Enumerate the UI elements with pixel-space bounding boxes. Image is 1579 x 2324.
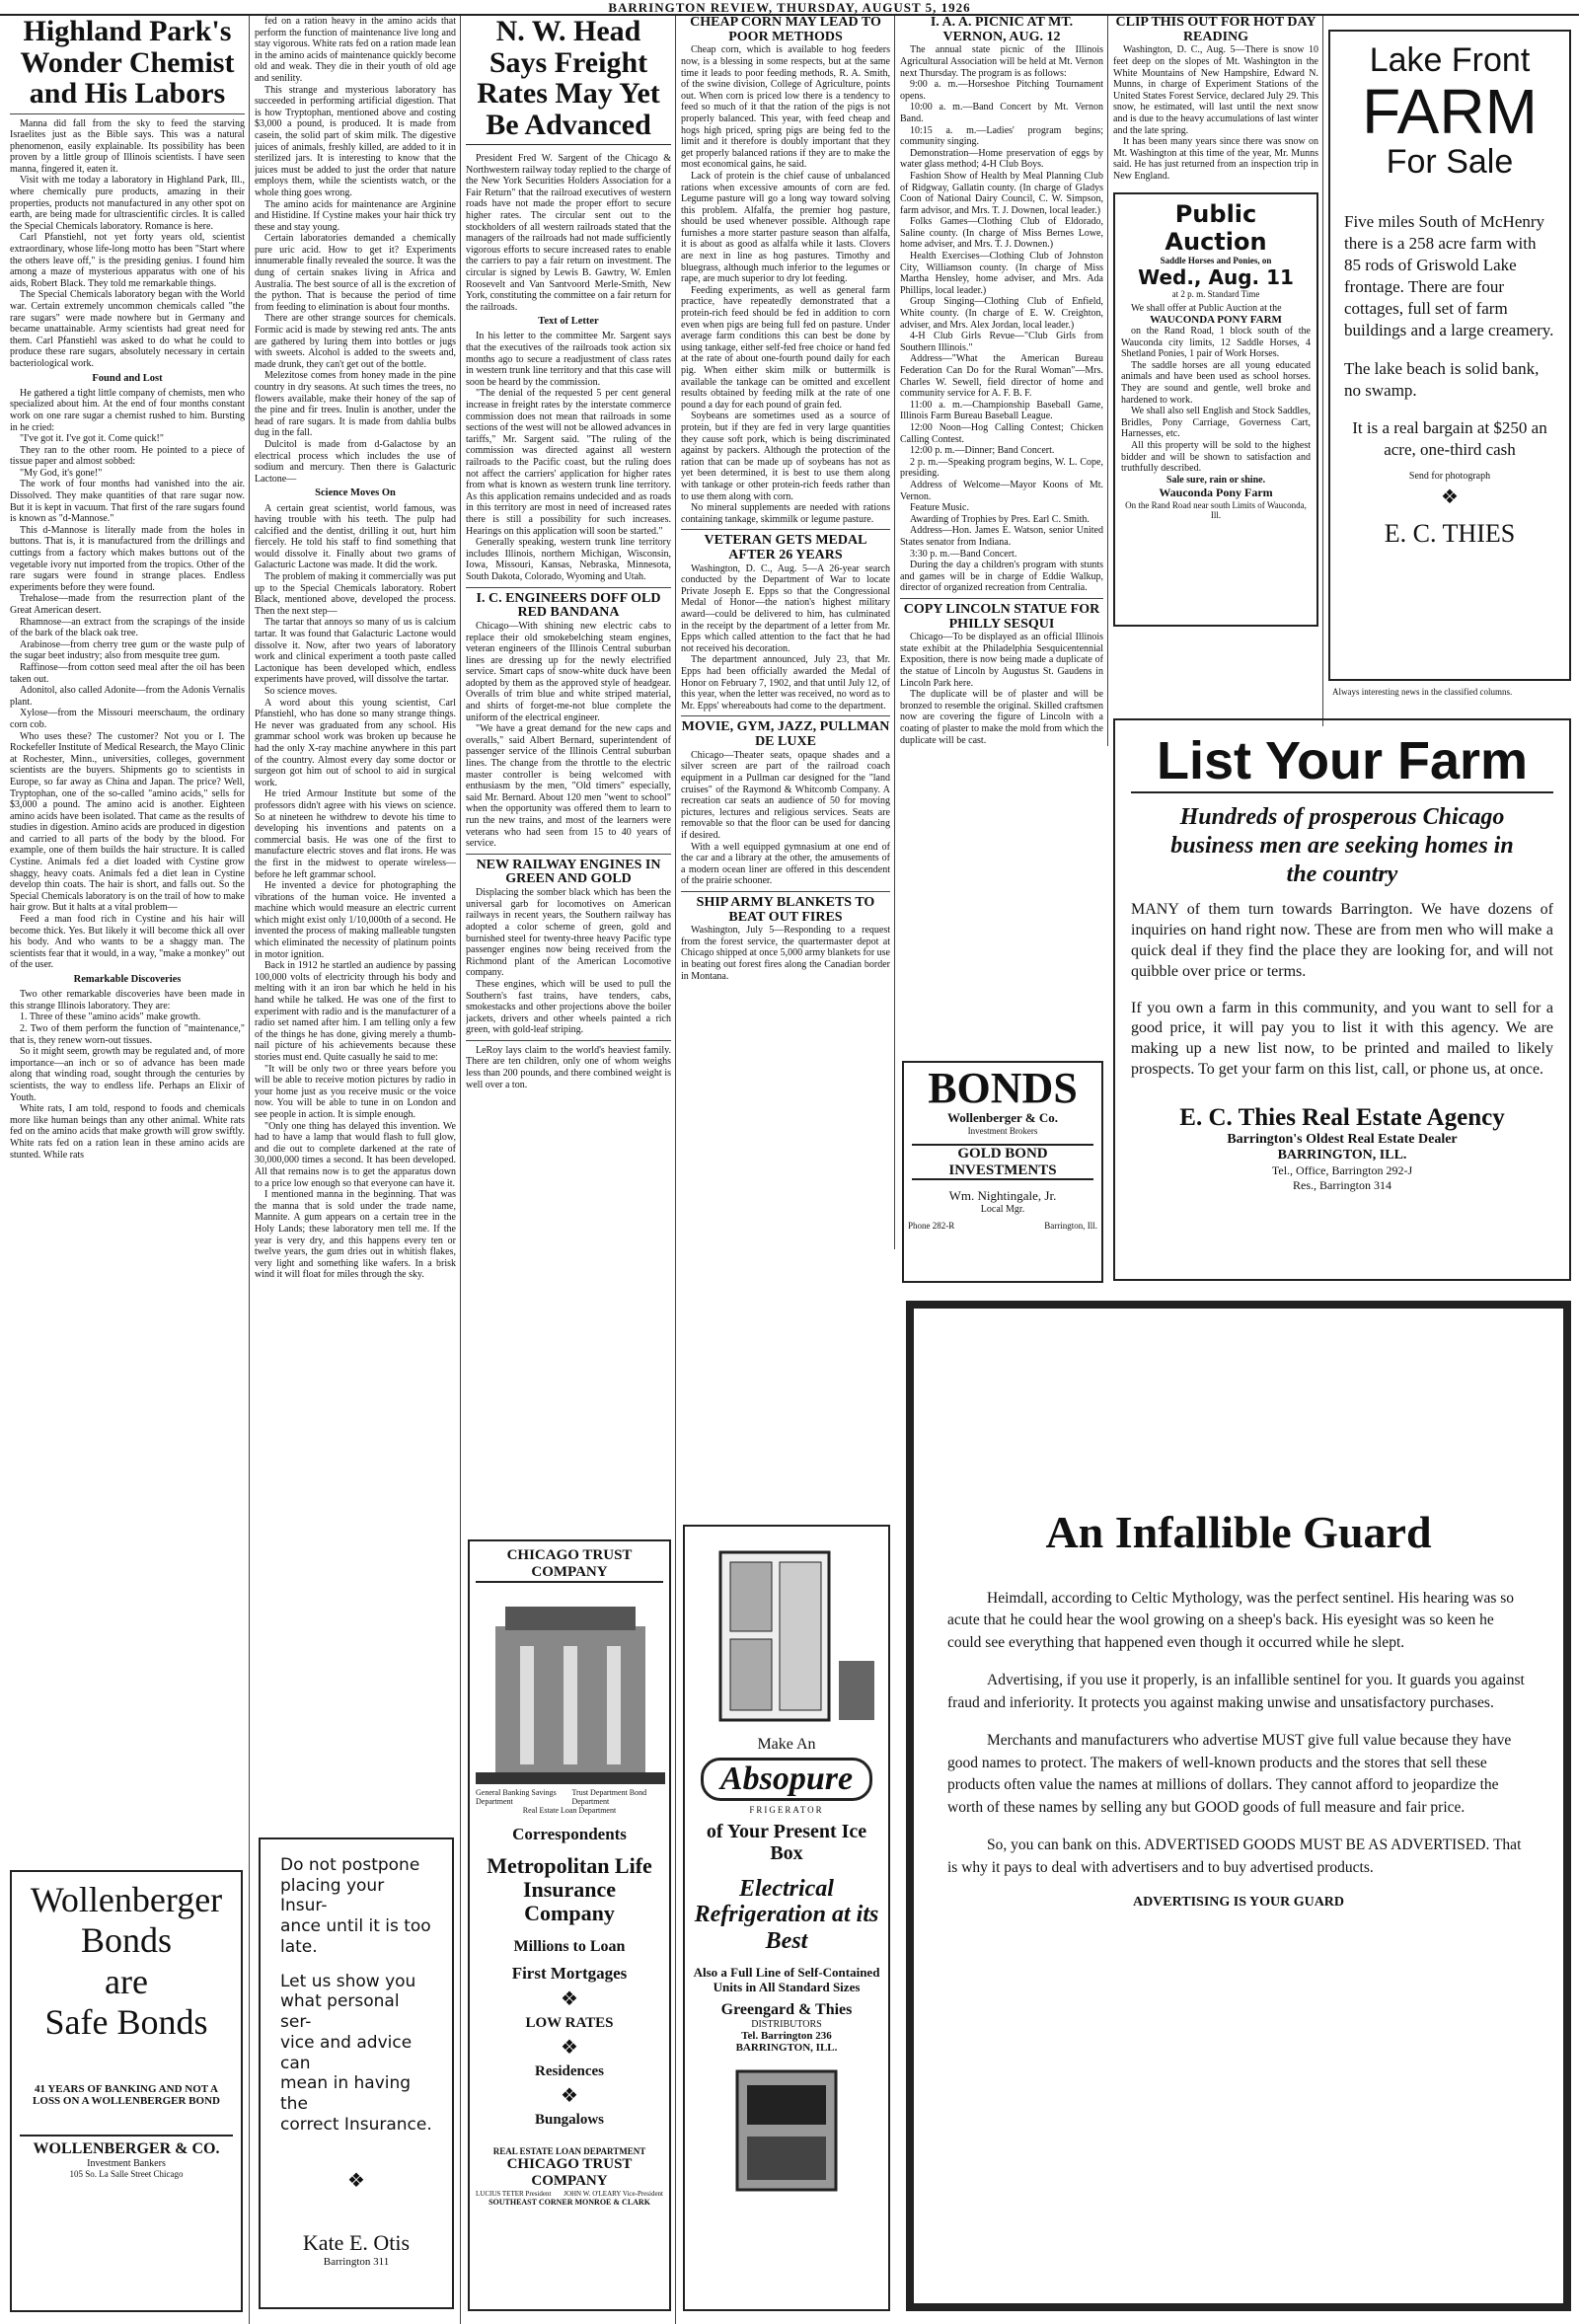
bonds-ad: BONDS Wollenberger & Co. Investment Brokers GOLD BOND INVESTMENTS Wm. Nightingale, Jr. Local Mgr. Phone 282-R Barrington, Ill. (902, 1061, 1103, 1283)
headline-wonder-chemist: Highland Park's Wonder Chemist and His Labors (20, 16, 235, 110)
masthead: BARRINGTON REVIEW, THURSDAY, AUGUST 5, 1926 (0, 0, 1579, 16)
subhead: Found and Lost (92, 372, 163, 384)
bank-building-illustration (476, 1587, 665, 1784)
column-rule (249, 16, 250, 2324)
column-4: CHEAP CORN MAY LEAD TO POOR METHODS Cheap corn, which is available to hog feeders now, is a blessing in some respects, but at the same time it leads to poor feeding methods, R. A. Smith, of the swine division, College of Agriculture, points out. When corn is priced low there is a tendency to feed so much of it that the ration of the pigs is not properly balanced. This year, with feed cheap and hogs high priced, spring pigs are being fed to the limit and it therefore is doubly important that they get properly balanced rations if they are to make the most economical gains, he said. Lack of protein is the chief cause of unbalanced rations when excessive amounts of corn are fed. Legume pasture will go a long way toward solving this problem. Alfalfa, the premier hog pasture, should be used whenever possible. Although rape furnishes a more starter pasture season than alfalfa, it is about as good as alfalfa while it lasts. Clovers are next in line as hog pastures. Timothy and bluegrass, although much inferior to the legumes or rape, are much superior to dry lot feeding. Feeding experiments, as well as general farm practice, have repeatedly demonstrated that a protein-rich feed should be fed in addition to corn even when pigs are being full fed on pasture. Under average farm conditions this can best be done by using tankage, either self-fed free choice or hand fed at the rate of about one-fourth pound daily for each pig. When either skim milk or buttermilk is available the tankage can be omitted and excellent results obtained by feeding milk at the rate of one pound a day for each pound of grain fed. Soybeans are sometimes used as a source of protein, but if they are fed in very large quantities they cause soft pork, which is being discriminated against by packers. Although the protection of the ration that can be made up of soybeans has not as yet been determined, it is best to use them along with tankage or other protein-rich feeds rather than to use them along with corn. No mineral supplements are needed with rations containing tankage, skimmilk or legume pasture. VETERAN GETS MEDAL AFTER 26 YEARS Washington, D. C., Aug. 5—A 26-year search conducted by the Department of War to locate Private Joseph E. Epps so that the Congressional Medal of Honor—the nation's highest military award—could be delivered to him, has culminated in the receipt by the department of a letter from Mr. Epps which called attention to the fact that he had not received his decoration. The department announced, July 23, that Mr. Epps had been officially awarded the Medal of Honor on February 7, 1902, and that until July 12, of this year, when the letter was received, no word as to Mr. Epps' whereabouts had come to the department. MOVIE, GYM, JAZZ, PULLMAN DE LUXE Chicago—Theater seats, opaque shades and a silver screen are part of the railroad coach equipment in a Pullman car designed for the "land cruises" of the Raymond & Whitcomb Company. A recreation car seats an audience of 50 for moving pictures, lectures and religious services. Seats are removable so that the floor can be used for dancing if desired. With a well equipped gymnasium at one end of the car and a library at the other, the amusements of a modern ocean liner are offered in this descendent of the prairie schooner. SHIP ARMY BLANKETS TO BEAT OUT FIRES Washington, July 5—Responding to a request from the forest service, the quartermaster depot at Chicago shipped at once 5,000 army blankets for use in beating out forest fires along the Canadian border in Montana. (681, 16, 890, 982)
column-5: I. A. A. PICNIC AT MT. VERNON, AUG. 12 The annual state picnic of the Illinois Agricultural Association will be held at Mt. Vernon next Thursday. The program is as follows: 9:00 a. m.—Horseshoe Pitching Tournament opens. 10:00 a. m.—Band Concert by Mt. Vernon Band. 10:15 a. m.—Ladies' program begins; community singing. Demonstration—Home preservation of eggs by water glass method; 4-H Club Boys. Fashion Show of Health by Meal Planning Club of Ridgway, Gallatin county. (In charge of Gladys Coon of National Dairy Council, C. W. Simpson, farm advisor, and Mrs. T. J. Downen, local leader.) Folks Games—Clothing Club of Eldorado, Saline county. (In charge of Miss Bernes Lowe, home adviser, and Mrs. T. J. Downen.) Health Exercises—Clothing Club of Johnston City, Williamson county. (In charge of Miss Martha Hensley, home adviser, and Mrs. Ada Phillips, local leader.) Group Singing—Clothing Club of Enfield, White county. (In charge of E. W. Creighton, adviser, and Mrs. Alex Jordan, local leader.) 4-H Club Girls Revue—"Club Girls from Southern Illinois." Address—"What the American Bureau Federation Can Do for the Rural Woman"—Mrs. Charles W. Sewell, field director of home and community service for A. F. B. F. 11:00 a. m.—Championship Baseball Game, Illinois Farm Bureau Baseball League. 12:00 Noon—Hog Calling Contest; Chicken Calling Contest. 12:00 p. m.—Dinner; Band Concert. 2 p. m.—Speaking program begins, W. L. Cope, presiding. Address of Welcome—Mayor Koons of Mt. Vernon. Feature Music. Awarding of Trophies by Pres. Earl C. Smith. Address—Hon. James E. Watson, senior United States senator from Indiana. 3:30 p. m.—Band Concert. During the day a children's program with stunts and games will be in charge of Eddie Walkup, director of organized recreation from Centralia. COPY LINCOLN STATUE FOR PHILLY SESQUI Chicago—To be displayed as an official Illinois state exhibit at the Philadelphia Sesquicentennial Exposition, there is now being made a duplicate of the statue of Lincoln by Augustus St. Gaudens in Lincoln Park here. The duplicate will be of plaster and will be bronzed to resemble the original. Skilled craftsmen now are covering the figure of Lincoln with a coating of plaster to make the mold from which the duplicate will be cast. (900, 16, 1103, 746)
classified-note: Always interesting news in the classified columns. (1332, 687, 1513, 697)
column-rule (894, 16, 895, 1249)
headline-ic-engineers: I. C. ENGINEERS DOFF OLD RED BANDANA (476, 590, 661, 621)
infallible-guard-ad: An Infallible Guard Heimdall, according to Celtic Mythology, was the perfect sentinel. His hearing was so acute that he could hear the wool growing on a sheep's back. His eyesight was so keen he could see everything that happened even though it occurred while he slept. Advertising, if you use it properly, is an infallible sentinel for you. It guards you against fraud and inferiority. It protects you against making unwise and unsatisfactory purchases. Merchants and manufacturers who advertise MUST give full value because they have good names to protect. The makers of well-known products and the stores that sell these products often value the names at millions of dollars. They cannot afford to jeopardize the worth of these names by selling any but GOOD goods of full measure and fair price. So, you can bank on this. ADVERTISED GOODS MUST BE AS ADVERTISED. That is why it pays to deal with advertisers and to buy advertised products. ADVERTISING IS YOUR GUARD (906, 1301, 1571, 2311)
kate-otis-ad: Do not postpone placing your Insur- ance until it is too late. Let us show you what personal ser- vice and advice can mean in having the correct Insurance. ❖ Kate E. Otis Barrington 311 (259, 1837, 454, 2309)
public-auction-ad: Public Auction Saddle Horses and Ponies, on Wed., Aug. 11 at 2 p. m. Standard Time We shall offer at Public Auction at the WAUCONDA PONY FARM on the Rand Road, 1 block south of the Wauconda city limits, 12 Saddle Horses, 4 Shetland Ponies, 1 pair of Work Horses. The saddle horses are all young educated animals and have been used as school horses. They are sound and gentle, well broke and hardened to work. We shall also sell English and Stock Saddles, Bridles, Pony Carriage, Governess Cart, Harnesses, etc. All this property will be sold to the highest bidder and will be shown to satisfaction and truthfully described. Sale sure, rain or shine. Wauconda Pony Farm On the Rand Road near south Limits of Wauconda, Ill. (1113, 192, 1318, 627)
column-rule (675, 16, 676, 2324)
ice-box-illustration (727, 2062, 846, 2200)
column-rule (1322, 16, 1323, 726)
headline-veteran-medal: VETERAN GETS MEDAL AFTER 26 YEARS (704, 533, 867, 562)
headline-freight-rates: N. W. Head Says Freight Rates May Yet Be Advanced (466, 16, 671, 145)
column-rule (460, 16, 461, 2324)
wollenberger-ad: Wollenberger Bonds are Safe Bonds 41 YEARS OF BANKING AND NOT A LOSS ON A WOLLENBERGER BOND WOLLENBERGER & CO. Investment Bankers 105 So. La Salle Street Chicago (10, 1870, 243, 2312)
headline-railway-engines: NEW RAILWAY ENGINES IN GREEN AND GOLD (476, 857, 661, 887)
headline-iaa-picnic: I. A. A. PICNIC AT MT. VERNON, AUG. 12 (930, 16, 1074, 44)
subhead: Remarkable Discoveries (73, 974, 182, 986)
headline-pullman: MOVIE, GYM, JAZZ, PULLMAN DE LUXE (681, 719, 890, 750)
lake-front-farm-ad: Lake Front FARM For Sale Five miles South of McHenry there is a 258 acre farm with 85 rods of Griswold Lake frontage. There are four cottages, full set of farm buildings and a large creamery. The lake beach is solid bank, no swamp. It is a real bargain at $250 an acre, one-third cash Send for photograph ❖ E. C. THIES (1328, 30, 1571, 681)
column-rule (1107, 16, 1108, 746)
column-1 (10, 16, 245, 1866)
headline-clip-this: CLIP THIS OUT FOR HOT DAY READING (1115, 16, 1316, 44)
ornament-icon: ❖ (347, 2169, 365, 2192)
headline-cheap-corn: CHEAP CORN MAY LEAD TO POOR METHODS (690, 16, 881, 44)
column-3: N. W. Head Says Freight Rates May Yet Be Advanced President Fred W. Sargent of the Chicago & Northwestern railway today replied to the charge of the New York Securities Holders Association for a Fair Return" that the railroad executives of western roads have not made the proper effort to secure higher rates. The circular sent out to the stockholders of all western railroads stated that the managers of the railroads had not made sufficiently vigorous efforts to secure increased rates to enable the carriers to pay a fair return on investment. The circular is signed by Lewis B. Gawtry, W. Emlen Roosevelt and Van Santvoord Merle-Smith, New York, constituting the committee on a fair return for the railroads. Text of Letter In his letter to the committee Mr. Sargent says that the executives of the railroads took action six months ago to secure a readjustment of class rates in western trunk line territory and that this case will soon be heard by the commission. "The denial of the requested 5 per cent general increase in freight rates by the interstate commerce commission does not mean that railroads in some sections of the west will not be allowed advances in tariffs," Mr. Sargent said. "The ruling of the commission was directed against all western railroads to the Pacific coast, but the ruling does not affect the carriers' application for higher rates from what is known as western trunk line territory. As this application remains undecided and as roads in this territory are most in need of increased rates there is still a possibility for such increases. Hearings on this application will soon be started." Generally speaking, western trunk line territory includes Illinois, northern Michigan, Wisconsin, Iowa, Missouri, Kansas, Nebraska, Minnesota, South Dakota, Colorado, Wyoming and Utah. I. C. ENGINEERS DOFF OLD RED BANDANA Chicago—With shining new electric cabs to replace their old smokebelching steam engines, veteran engineers of the Illinois Central suburban lines are dressing up for the newly electrified service. Smart caps of snow-white duck have been adopted by them as the approved style of headgear. Overalls of trim blue and white striped material, and shirts of forget-me-not blue complete the uniform of the electrical engineer. "We have a great demand for the new caps and overalls," said Albert Bernard, superintendent of passenger service of the Illinois Central suburban lines. The change from the throttle to the electric master controller is being welcomed with enthusiasm by the men, "Old timers" especially, said Mr. Bernard. About 120 men "went to school" when the opportunity was offered them to learn to run the new trains, and most of the learners were veterans who had seen from 15 to 40 years of service. NEW RAILWAY ENGINES IN GREEN AND GOLD Displacing the somber black which has been the universal garb for locomotives on American railways in recent years, the Southern railway has adopted a color scheme of green, gold and burnished steel for twenty-three heavy Pacific type passenger engines now being received from the Richmond plant of the American Locomotive company. These engines, which will be used to pull the Southern's fast trains, have tenders, cabs, smokestacks and other projections above the boiler jackets, drivers and other wheels painted a rich green, with gold-leaf striping. LeRoy lays claim to the world's heaviest family. There are ten children, only one of whom weighs less than 200 pounds, and there combined weight is well over a ton. (466, 16, 671, 1090)
refrigerator-illustration (691, 1533, 884, 1730)
column-2 (255, 16, 456, 1822)
headline-lincoln-statue: COPY LINCOLN STATUE FOR PHILLY SESQUI (903, 601, 1100, 632)
article-body: fed on a ration heavy in the amino acids that perform the function of maintenance live long and stay vigorous. White rats fed on a ration made lean in the amino acids of maintenance quickly become old and weak. They die in their youth of old age and senility. This strange and mysterious laboratory has succeeded in performing artificial digestion. That is how Tryptophan, mentioned above and costing $3,000 a pound, is produced. It is made from casein, the solid part of skim milk. The digestive juices of animals, freshly killed, are added to it in sterilized jars. It is interesting to know that the juices must be added to just the order that nature employs them, while the scientists watch, or the whole thing goes wrong. The amino acids for maintenance are Arginine and Histidine. If Cystine makes your hair thick try these and stay young. Certain laboratories demanded a chemically pure uric acid. How to get it? Experiments innumerable finally revealed the source. It was the dung of certain snakes living in Africa and Australia. The best source of all is the excretion of the python. That is because the period of time from feeding to elimination is about four months. There are other strange sources for chemicals. Formic acid is made by stewing red ants. The ants are gathered by luring them into bottles or jugs with sweets. Alcohol is added to the sweets and, made drunk, they can't get out of the bottle. Melezitose comes from honey made in the pine country in dry seasons. At such times the trees, no flowers available, make their honey of the sap of the pine and fir trees. Inulin is another, under the head of rare sugars. It is made from dahlia bulbs dug in the fall. Dulcitol is made from d-Galactose by an electrical process which includes the use of sodium and mercury. Then there is Galacturic Lactone— Science Moves On A certain great scientist, world famous, was having trouble with his teeth. The pulp had calcified and the dentist, drilling it out, hurt him fiercely. He told his staff to find something that would dissolve it. Finally about two grams of Galacturic Lactone was made. It did the work. The problem of making it commercially was put up to the Special Chemicals laboratory. Robert Black, mentioned above, developed the process. Then the next step— The tartar that annoys so many of us is calcium tartar. It was found that Galacturic Lactone would dissolve it. Now, after two years of laboratory work and clinical experiment a tooth paste called Lactonique has been developed which, endless experiments have proved, will dissolve the tartar. So science moves. A word about this young scientist, Carl Pfanstiehl, who has done so many strange things. He never was graduated from any school. His grammar school work was broken up because he had the only X-ray machine anywhere in this part of the country. Almost every day some doctor or surgeon got him out of school to aid in surgical work. He tried Armour Institute but some of the professors didn't agree with his views on science. So at nineteen he withdrew to devote his time to developing his inventions and patents on a commercial basis. He was one of the first to manufacture electric stoves and flat irons. He was the first in the midwest to operate wireless—before he left grammar school. He invented a device for photographing the vibrations of the human voice. He invented a machine which would measure an electric current which might exist only 1/10,000th of a second. He invented the process of making malleable tungsten which eliminated the necessity of platinum points in motor ignition. Back in 1912 he startled an audience by passing 100,000 volts of electricity through his body and melting with it an iron bar which he held in his hand while he talked. He was one of the first to experiment with radio and is the manufacturer of a radio set named after him. I am telling only a few of the things he has done, giving merely a thumb-nail picture of his achievements because these stories must end. Quite casually he said to me: "It will be only two or three years before you will be able to receive motion pictures by radio in your home just as you receive music or the voice now. You will be able to tune in on London and see people in action. It is simple enough. "Only one thing has delayed this invention. We had to have a lamp that would flash to full glow, and die out to complete darkened at the rate of 30,000,000 times a second. It has been developed. All that remains now is to get the apparatus down to a price low enough so that everyone can have it. I mentioned manna in the beginning. That was the manna that is sold under the trade name, Mannite. A gum appears on a certain tree in the Holy Lands; these laboratory men tell me. If the year is very dry, and this happens every ten or twelve years, the gum dries out in whitish flakes, very light and something like wafers. In a brisk wind it will float for miles through the sky. (255, 16, 456, 1281)
headline-army-blankets: SHIP ARMY BLANKETS TO BEAT OUT FIRES (696, 894, 875, 925)
chicago-trust-ad: CHICAGO TRUST COMPANY General Banking Savings Department Trust Department Bond Department Real Estate Loan Department Correspondents Metropolitan Life Insurance Company Millions to Loan First Mortgages ❖ LOW RATES ❖ Residences ❖ Bungalows REAL ESTATE LOAN DEPARTMENT CHICAGO TRUST COMPANY LUCIUS TETER President JOHN W. O'LEARY Vice-President SOUTHEAST CORNER MONROE & CLARK (468, 1539, 671, 2311)
ornament-icon: ❖ (1441, 486, 1459, 508)
absopure-ad: Make An Absopure FRIGERATOR of Your Present Ice Box Electrical Refrigeration at its Best Also a Full Line of Self-Contained Units in All Standard Sizes Greengard & Thies DISTRIBUTORS Tel. Barrington 236 BARRINGTON, ILL. (683, 1525, 890, 2311)
column-6: CLIP THIS OUT FOR HOT DAY READING Washington, D. C., Aug. 5—There is snow 10 feet deep on the slopes of Mt. Washington in the White Mountains of New Hampshire, Edward N. Munns, in charge of Experiment Stations of the United States Forest Service, declared July 29. This snow, he estimated, will last until the next snow and is due to the heavy accumulations of last winter and the late spring. It has been many years since there was snow on Mt. Washington at this time of the year, Mr. Munns said. He has just returned from an inspection trip in New England. Public Auction Saddle Horses and Ponies, on Wed., Aug. 11 at 2 p. m. Standard Time We shall offer at Public Auction at the WAUCONDA PONY FARM on the Rand Road, 1 block south of the Wauconda city limits, 12 Saddle Horses, 4 Shetland Ponies, 1 pair of Work Horses. The saddle horses are all young educated animals and have been used as school horses. They are sound and gentle, well broke and hardened to work. We shall also sell English and Stock Saddles, Bridles, Pony Carriage, Governess Cart, Harnesses, etc. All this property will be sold to the highest bidder and will be shown to satisfaction and truthfully described. Sale sure, rain or shine. Wauconda Pony Farm On the Rand Road near south Limits of Wauconda, Ill. (1113, 16, 1318, 726)
list-your-farm-ad: List Your Farm Hundreds of prosperous Chicago business men are seeking homes in the country MANY of them turn towards Barrington. We have dozens of inquiries on hand right now. These are from men who will make a quick deal if they find the place they are looking for, and will not quibble over price or terms. If you own a farm in this community, and you want to sell for a good price, it will pay you to list it with this agency. We are making up a new list now, to be printed and mailed to likely prospects. To get your farm on this list, call, or phone us, at once. E. C. Thies Real Estate Agency Barrington's Oldest Real Estate Dealer BARRINGTON, ILL. Tel., Office, Barrington 292-J Res., Barrington 314 (1113, 718, 1571, 1281)
article-body: Manna did fall from the sky to feed the starving Israelites just as the Bible says. This was a natural phenomenon, easily explainable. Its possibility has been proven by a little group of Illinois scientists. I have seen manna, fingered it, eaten it. Visit with me today a laboratory in Highland Park, Ill., where chemically pure products, amazing in their properties, products not manufactured in any other spot on earth, are being made for ultrascientific circles. It is called the Special Chemicals laboratory. Romance is here. Carl Pfanstiehl, not yet forty years old, scientist extraordinary, whose life-long motto has been "Start where the others leave off," is the presiding genius. I found him among a maze of mysterious apparatus with one of his aids, Robert Black. They told me remarkable things. The Special Chemicals laboratory began with the World war. Certain extremely uncommon chemicals called "the rare sugars" were made nowhere but in Germany and became unattainable. Army scientists had great need for them. Carl Pfanstiehl was asked to do what he could to produce these rare sugars, absolutely necessary in certain bacteriological work. Found and Lost He gathered a tight little company of chemists, men who specialized about him. At the end of four months constant work on one rare sugar a chemist rushed to him. Bursting in he cried: "I've got it. I've got it. Come quick!" They ran to the other room. He pointed to a piece of tissue paper and almost sobbed: "My God, it's gone!" The work of four months had vanished into the air. Dissolved. They make quantities of that rare sugar now. But it is kept in vacuum. That first of the rare sugars found is known as "d-Mannose." This d-Mannose is literally made from the holes in buttons. That is, it is manufactured from the drillings and cuttings from a factory which makes buttons out of the vegetable ivory nut imported from the tropics. Other of the rare sugars were found in strange places. Endless experiments before they were found. Trehalose—made from the resurrection plant of the Great American desert. Rhamnose—an extract from the scrapings of the inside of the bark of the black oak tree. Arabinose—from cherry tree gum or the waste pulp of the sugar beet industry; also from mesquite tree gum. Raffinose—from cotton seed meal after the oil has been taken out. Adonitol, also called Adonite—from the Adonis Vernalis plant. Xylose—from the Missouri meerschaum, the ordinary corn cob. Who uses these? The customer? Not you or I. The Rockefeller Institute of Medical Research, the Mayo Clinic at Rochester, Minn., universities, colleges, government scientists are the buyers. Shipments go to scientists in Europe, so far away as China and Japan. The price? Well, Tryptophan, one of the so-called "amino acids," sells for $3,000 a pound. The amino acid is another. Eighteen amino acids have been isolated. That came as the results of studies in digestion. Amino acids are produced in digestion and carried to all parts of the body by the blood. For example, one of them builds the hair structure. It is called Cystine. Animals fed a diet loaded with Cystine grow shaggy, heavy coats. Animals fed a diet lean in Cystine develop thin coats. The hair is short, and falls out. So the Special Chemicals laboratory is on the trail of how to make hair grow. But it halts at a vital problem— Feed a man food rich in Cystine and his hair will become thick. Yes. But likely it will become thick all over his body. And who wants to be a shaggy man. The scientists fear that it would, in a way, "make a monkey" out of the user. Remarkable Discoveries Two other remarkable discoveries have been made in this strange Illinois laboratory. They are: 1. Three of these "amino acids" make growth. 2. Two of them perform the function of "maintenance," that is, they renew worn-out tissues. So it might seem, growth may be regulated and, of more importance—an inch or so of advance has been made along that winding road, sought through the centuries by scientists, the way to endless life. Perhaps an Elixir of Youth. White rats, I am told, respond to foods and chemicals more like human beings than any other animal. White rats fed on the amino acids that make growth will grow swiftly. White rats fed on a ration lean in these amino acids are stunted. While rats (10, 117, 245, 1161)
